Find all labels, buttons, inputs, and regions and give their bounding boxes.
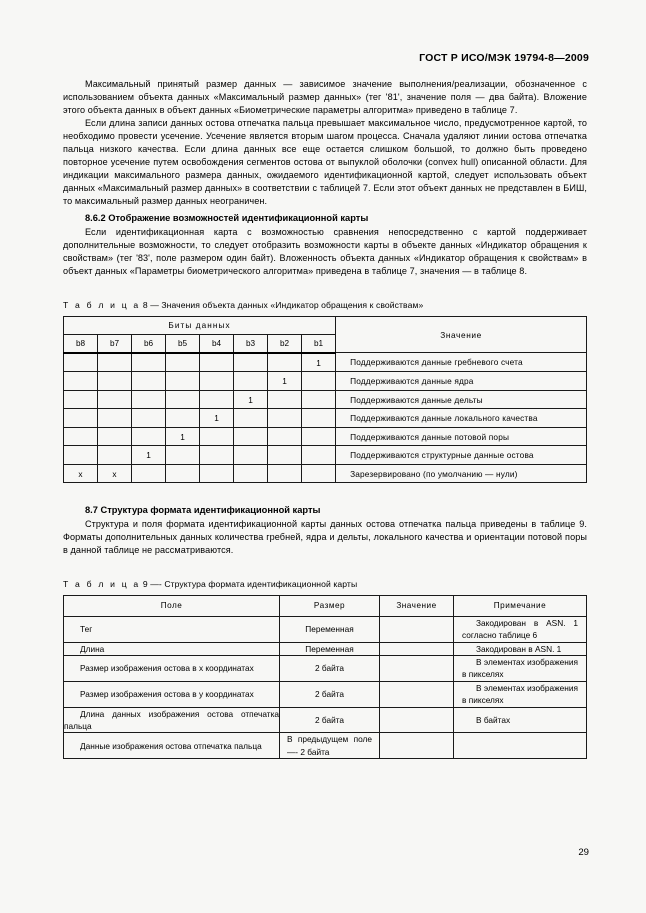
value-cell: [380, 655, 454, 681]
meaning-cell: Поддерживаются данные ядра: [336, 372, 587, 391]
bit-cell: [64, 353, 98, 372]
bit-cell: [64, 427, 98, 446]
paragraph-truncation: Если длина записи данных остова отпечатка пальца превышает максимальное число, предусмотренное картой, то необходимо провести усечение. Усечение является вторым шагом процесса. Сначала удаляют линии остова отпечатка пальца низкого качества. Если длина данных все еще остается слишком большой, то должно быть проведено повторное усечение путем освобождения сегментов остова от выпуклой оболочки (convex hull) описанной области. Для индикации максимального размера данных, ожидаемого идентификационной картой, следует использовать объект данных «Максимальный размер данных» в соответствии с таблицей 7. Если этот объект данных не представлен в БИШ, то максимальный размер данных неограничен.: [63, 118, 587, 207]
value-cell: [380, 642, 454, 655]
bit-cell: [132, 427, 166, 446]
bit-cell: [98, 372, 132, 391]
section-heading-8-6-2: 8.6.2 Отображение возможностей идентификационной карты: [85, 213, 369, 224]
bit-cell: [166, 446, 200, 465]
table-row: [64, 655, 587, 681]
note-cell: [454, 733, 587, 759]
bit-cell: [64, 390, 98, 409]
table-8-bit-label-b7: b7: [98, 334, 132, 353]
meaning-cell: Зарезервировано (по умолчанию — нули): [336, 464, 587, 483]
size-cell: В предыдущем поле —- 2 байта: [280, 733, 380, 759]
bit-cell: [234, 372, 268, 391]
table-8-bit-label-b1: b1: [302, 334, 336, 353]
bit-cell: [234, 464, 268, 483]
table-row: [64, 353, 587, 372]
bit-cell: [166, 353, 200, 372]
bit-cell: [200, 464, 234, 483]
table-row: [64, 464, 587, 483]
bit-cell: [166, 390, 200, 409]
table-row: [64, 681, 587, 707]
size-cell: Переменная: [280, 616, 380, 642]
bit-cell: [98, 390, 132, 409]
page-number: 29: [578, 847, 589, 858]
bit-cell: [234, 409, 268, 428]
table-9-caption-prefix: Т а б л и ц а: [63, 578, 141, 589]
paragraph-max-data-size: Максимальный принятый размер данных — зависимое значение выполнения/реализации, обозначенное с использованием объекта данных «Максимальный размер данных» (тег '81', значение поля — два байта). Вложение этого объекта данных в объект данных «Биометрические параметры алгоритма» приведено в таблице 7.: [63, 79, 587, 116]
bit-cell: [64, 409, 98, 428]
bit-cell: [302, 372, 336, 391]
table-row: [64, 446, 587, 465]
field-cell: Тег: [64, 616, 280, 642]
bit-cell: [166, 372, 200, 391]
bit-cell: 1: [302, 353, 336, 372]
bit-cell: 1: [166, 427, 200, 446]
size-cell: 2 байта: [280, 707, 380, 733]
bit-cell: [200, 353, 234, 372]
bit-cell: [200, 427, 234, 446]
note-cell: В элементах изображения в пикселях: [454, 681, 587, 707]
bit-cell: [302, 390, 336, 409]
table-8-caption-rest: 8 — Значения объекта данных «Индикатор обращения к свойствам»: [140, 299, 424, 310]
bit-cell: [98, 409, 132, 428]
table-8-bit-label-b2: b2: [268, 334, 302, 353]
bit-cell: [132, 353, 166, 372]
table-9-col-field: Поле: [64, 595, 280, 616]
table-row: [64, 616, 587, 642]
table-8-caption-prefix: Т а б л и ц а: [63, 299, 141, 310]
table-8-feature-indicator-values: [63, 316, 587, 484]
value-cell: [380, 707, 454, 733]
field-cell: Размер изображения остова в x координатах: [64, 655, 280, 681]
bit-cell: [268, 464, 302, 483]
table-row: [64, 642, 587, 655]
value-cell: [380, 733, 454, 759]
note-cell: Закодирован в ASN. 1 согласно таблице 6: [454, 616, 587, 642]
table-9-caption-rest: 9 —- Структура формата идентификационной карты: [140, 578, 358, 589]
page-content: [63, 78, 587, 759]
note-cell: В элементах изображения в пикселях: [454, 655, 587, 681]
table-9-caption: [63, 579, 587, 589]
bit-cell: [268, 409, 302, 428]
value-cell: [380, 616, 454, 642]
table-9-col-size: Размер: [280, 595, 380, 616]
section-heading-8-7: 8.7 Структура формата идентификационной карты: [85, 505, 321, 516]
bit-cell: [234, 353, 268, 372]
bit-cell: [98, 353, 132, 372]
table-8-caption: [63, 300, 587, 310]
bit-cell: [268, 390, 302, 409]
size-cell: Переменная: [280, 642, 380, 655]
bit-cell: 1: [234, 390, 268, 409]
bit-cell: [234, 427, 268, 446]
field-cell: Данные изображения остова отпечатка пальца: [64, 733, 280, 759]
table-9-card-format-structure: [63, 595, 587, 759]
meaning-cell: Поддерживаются данные потовой поры: [336, 427, 587, 446]
paragraph-feature-indicator: Если идентификационная карта с возможностью сравнения непосредственно с картой поддерживает дополнительные возможности, то следует отобразить возможности карты в объекте данных «Индикатор обращения к свойствам» (тег '83', поле размером один байт). Вложенность объекта данных «Индикатор обращения к свойствам» в объект данных «Параметры биометрического алгоритма» приведена в таблице 7, значения — в таблице 8.: [63, 226, 587, 276]
table-row: [64, 316, 587, 334]
bit-cell: [268, 427, 302, 446]
table-8-bit-label-b4: b4: [200, 334, 234, 353]
table-row: [64, 427, 587, 446]
bit-cell: 1: [200, 409, 234, 428]
table-8-bit-label-b8: b8: [64, 334, 98, 353]
size-cell: 2 байта: [280, 681, 380, 707]
field-cell: Длина: [64, 642, 280, 655]
bit-cell: [132, 390, 166, 409]
bit-cell: 1: [268, 372, 302, 391]
table-9-col-value: Значение: [380, 595, 454, 616]
bit-cell: [200, 372, 234, 391]
bit-cell: [302, 446, 336, 465]
meaning-cell: Поддерживаются данные локального качества: [336, 409, 587, 428]
bit-cell: [166, 464, 200, 483]
bit-cell: x: [64, 464, 98, 483]
bit-cell: [268, 353, 302, 372]
table-row: [64, 372, 587, 391]
size-cell: 2 байта: [280, 655, 380, 681]
bit-cell: [302, 409, 336, 428]
table-row: [64, 390, 587, 409]
table-row: [64, 733, 587, 759]
meaning-cell: Поддерживаются структурные данные остова: [336, 446, 587, 465]
bit-cell: [132, 464, 166, 483]
bit-cell: [166, 409, 200, 428]
bit-cell: [98, 446, 132, 465]
bit-cell: [200, 446, 234, 465]
table-row: [64, 409, 587, 428]
note-cell: Закодирован в ASN. 1: [454, 642, 587, 655]
field-cell: Длина данных изображения остова отпечатка пальца: [64, 708, 279, 731]
bit-cell: [64, 372, 98, 391]
table-row: [64, 707, 587, 733]
meaning-cell: Поддерживаются данные дельты: [336, 390, 587, 409]
table-8-bit-label-b6: b6: [132, 334, 166, 353]
table-8-header-value: Значение: [336, 316, 587, 353]
field-cell: Размер изображения остова в y координатах: [64, 681, 280, 707]
table-9-col-note: Примечание: [454, 595, 587, 616]
bit-cell: [302, 427, 336, 446]
bit-cell: [302, 464, 336, 483]
bit-cell: [64, 446, 98, 465]
table-8-bit-label-b3: b3: [234, 334, 268, 353]
bit-cell: [200, 390, 234, 409]
bit-cell: [132, 372, 166, 391]
table-8-bit-label-b5: b5: [166, 334, 200, 353]
bit-cell: [132, 409, 166, 428]
table-row: [64, 595, 587, 616]
value-cell: [380, 681, 454, 707]
bit-cell: x: [98, 464, 132, 483]
paragraph-card-format-structure: Структура и поля формата идентификационной карты данных остова отпечатка пальца приведены в таблице 9. Форматы дополнительных данных количества гребней, ядра и дельты, локального качества и ориентации потовой поры в данной таблице не рассматриваются.: [63, 518, 587, 555]
bit-cell: 1: [132, 446, 166, 465]
standard-header: ГОСТ Р ИСО/МЭК 19794-8—2009: [419, 52, 589, 64]
bit-cell: [268, 446, 302, 465]
bit-cell: [98, 427, 132, 446]
table-8-header-bits: Биты данных: [64, 316, 336, 334]
note-cell: В байтах: [454, 707, 587, 733]
bit-cell: [234, 446, 268, 465]
meaning-cell: Поддерживаются данные гребневого счета: [336, 353, 587, 372]
